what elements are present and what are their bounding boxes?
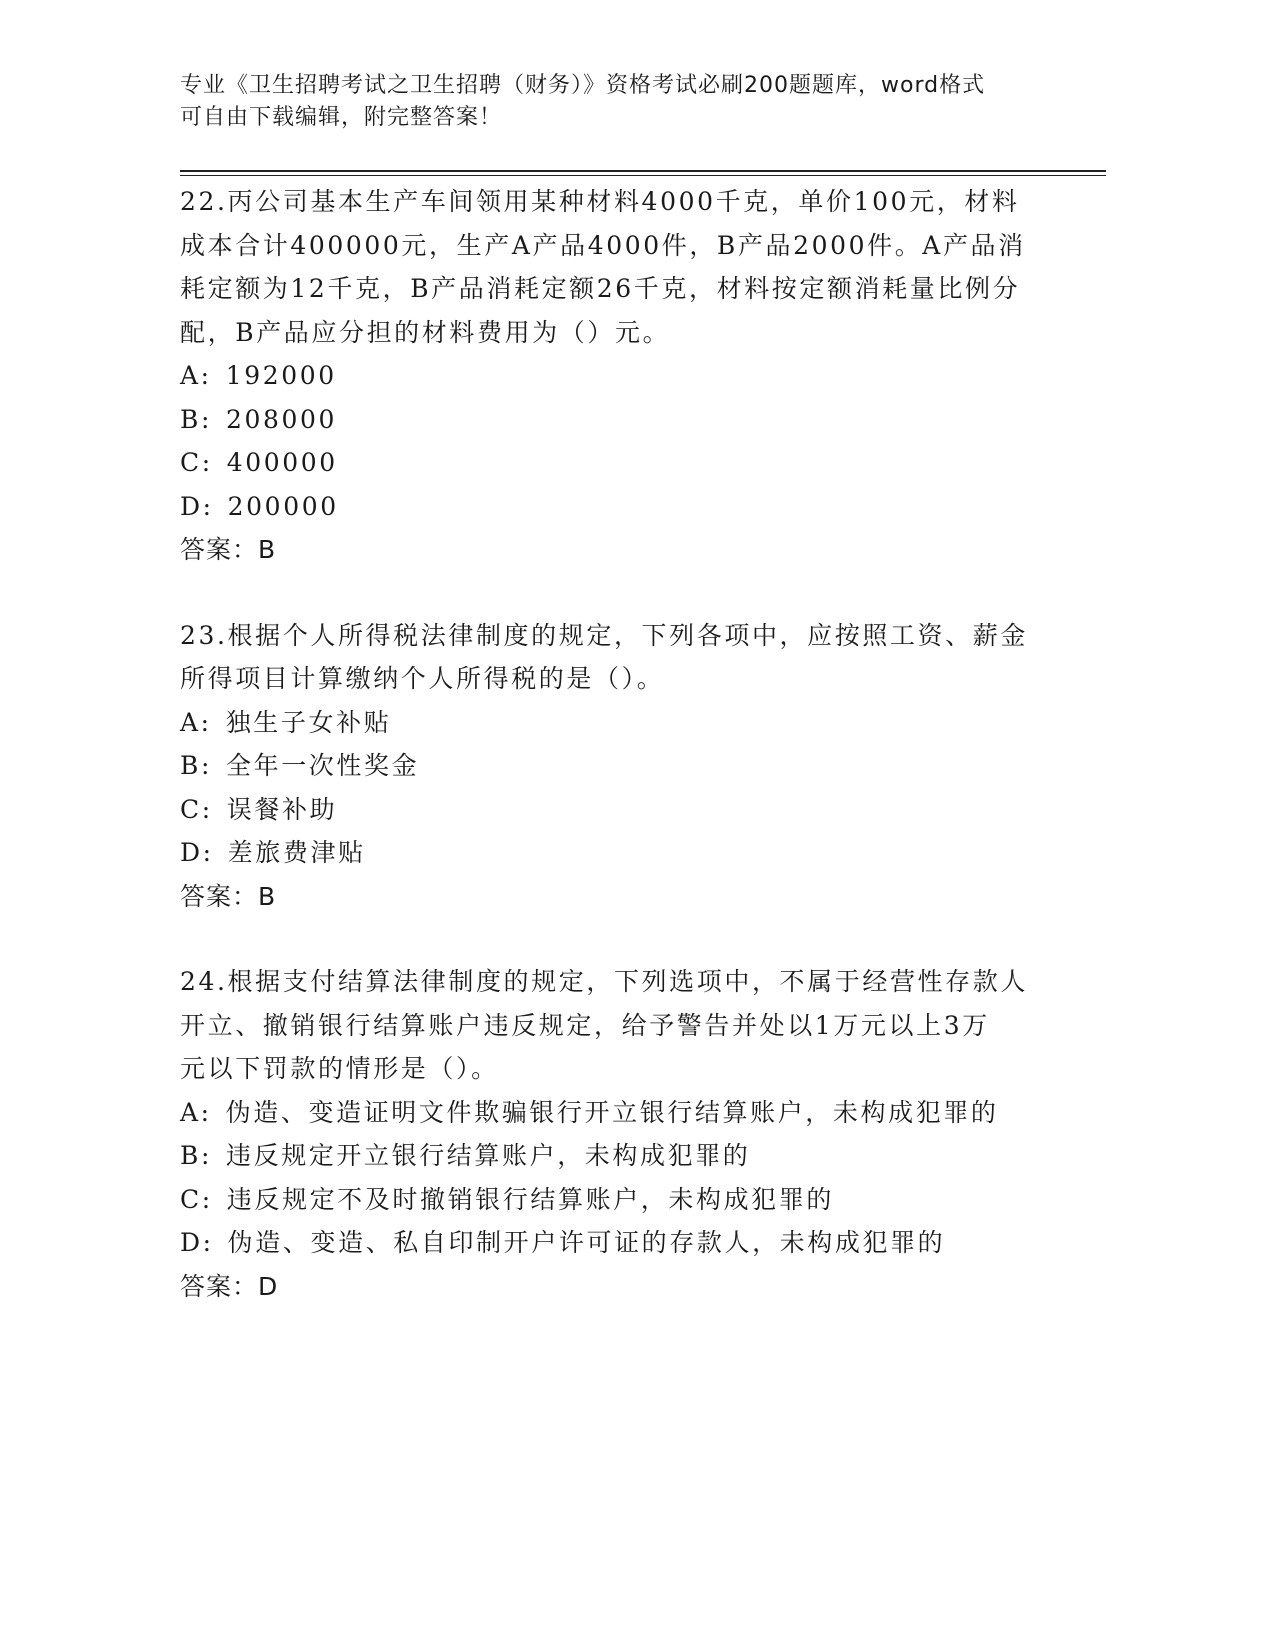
- option-text: 伪造、变造、私自印制开户许可证的存款人，未构成犯罪的: [227, 1228, 946, 1257]
- option-letter: B:: [180, 1141, 212, 1170]
- question-stem-line: 所得项目计算缴纳个人所得税的是（）。: [180, 664, 665, 693]
- option-text: 独生子女补贴: [225, 707, 392, 737]
- question-stem-line: 元以下罚款的情形是（）。: [180, 1054, 499, 1083]
- option-letter: D:: [180, 1228, 214, 1257]
- question-stem-line: 23.根据个人所得税法律制度的规定，下列各项中，应按照工资、薪金: [180, 620, 1028, 650]
- answer-line: 答案：B: [180, 535, 277, 564]
- option-text: 伪造、变造证明文件欺骗银行开立银行结算账户，未构成犯罪的: [225, 1097, 999, 1127]
- option-text: 全年一次性奖金: [226, 751, 420, 780]
- option-d: [180, 831, 1060, 875]
- option-letter: C:: [180, 1184, 213, 1214]
- option-text: 192000: [225, 361, 337, 390]
- answer-line: 答案：D: [180, 1271, 279, 1301]
- question-stem-line: 配，B产品应分担的材料费用为（）元。: [180, 317, 671, 347]
- option-b: [180, 398, 1060, 442]
- option-letter: A:: [180, 361, 212, 390]
- option-d: [180, 1221, 1060, 1265]
- option-c: [180, 788, 1060, 832]
- option-letter: C:: [180, 448, 213, 477]
- option-b: [180, 744, 1060, 788]
- header-rule-thin: [180, 175, 1106, 176]
- option-letter: B:: [180, 751, 212, 780]
- question-stem-line: 22.丙公司基本生产车间领用某种材料4000千克，单价100元，材料: [180, 187, 1020, 216]
- answer-line: 答案：B: [180, 881, 277, 911]
- option-letter: C:: [180, 794, 213, 824]
- question-stem-line: 成本合计400000元，生产A产品4000件，B产品2000件。A产品消: [180, 230, 1026, 260]
- option-a: [180, 701, 1060, 745]
- option-text: 200000: [227, 491, 339, 521]
- option-letter: A:: [180, 1097, 212, 1127]
- header-rule: [180, 170, 1106, 172]
- option-b: [180, 1134, 1060, 1178]
- header-line: 专业《卫生招聘考试之卫生招聘（财务）》资格考试必刷200题题库，word格式: [180, 73, 986, 98]
- option-letter: D:: [180, 491, 214, 521]
- option-text: 违反规定开立银行结算账户，未构成犯罪的: [226, 1141, 751, 1170]
- option-c: [180, 441, 1060, 485]
- option-text: 208000: [226, 404, 338, 434]
- option-text: 违反规定不及时撤销银行结算账户，未构成犯罪的: [226, 1184, 834, 1214]
- option-text: 误餐补助: [226, 794, 338, 824]
- question-list: [180, 180, 1060, 1350]
- question-23: [180, 614, 1060, 919]
- question-22: [180, 180, 1060, 572]
- option-letter: D:: [180, 838, 214, 867]
- option-a: [180, 1091, 1060, 1135]
- question-stem-line: 开立、撤销银行结算账户违反规定，给予警告并处以1万元以上3万: [180, 1010, 990, 1040]
- option-c: [180, 1178, 1060, 1222]
- option-text: 差旅费津贴: [227, 838, 366, 867]
- option-a: [180, 354, 1060, 398]
- option-text: 400000: [226, 448, 338, 477]
- question-24: [180, 960, 1060, 1308]
- header-line: 可自由下载编辑，附完整答案！: [180, 105, 503, 130]
- document-header: [180, 70, 1040, 134]
- option-d: [180, 485, 1060, 529]
- question-stem-line: 耗定额为12千克，B产品消耗定额26千克，材料按定额消耗量比例分: [180, 274, 1021, 303]
- option-letter: A:: [180, 707, 212, 737]
- option-letter: B:: [180, 404, 212, 434]
- question-stem-line: 24.根据支付结算法律制度的规定，下列选项中，不属于经营性存款人: [180, 967, 1028, 996]
